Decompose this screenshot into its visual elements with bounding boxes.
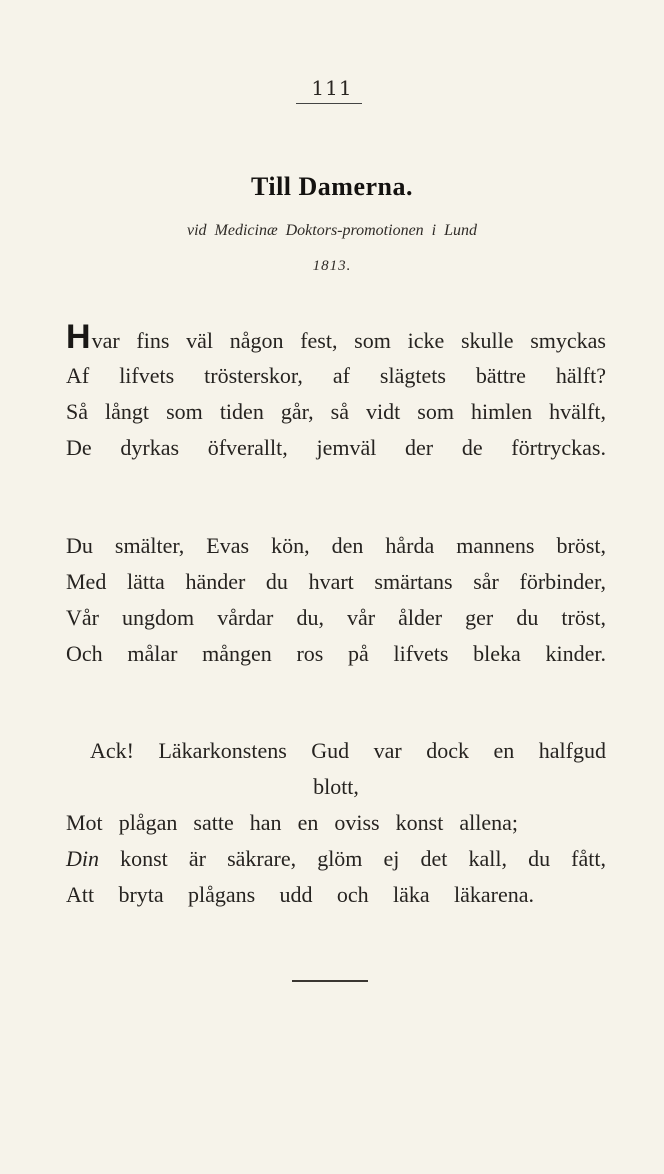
- verse-line: Mot plågan satte han en oviss konst allena;: [66, 810, 518, 835]
- verse-line: Af lifvets trösterskor, af slägtets bättre hälft?: [66, 363, 606, 388]
- stanza-2: [66, 528, 606, 672]
- poem-year: 1813.: [312, 258, 352, 274]
- verse-line: [66, 318, 606, 358]
- end-rule: [292, 980, 368, 982]
- verse-line-continuation: blott,: [313, 774, 359, 799]
- verse-line: De dyrkas öfverallt, jemväl der de förtryckas.: [66, 435, 606, 460]
- poem-title: Till Damerna.: [250, 172, 414, 201]
- verse-text: konst är säkrare, glöm ej det kall, du fått,: [120, 846, 606, 871]
- stanza-1: [66, 318, 606, 466]
- poem-subtitle: vid Medicinæ Doktors-promotionen i Lund: [186, 222, 478, 239]
- verse-line: Vår ungdom vårdar du, vår ålder ger du tröst,: [66, 605, 606, 630]
- verse-text: var fins väl någon fest, som icke skulle smyckas: [91, 328, 606, 353]
- page-number: 111: [311, 76, 353, 100]
- page-number-rule: [296, 103, 362, 104]
- verse-line: Så långt som tiden går, så vidt som himlen hvälft,: [66, 399, 606, 424]
- verse-line: Och målar mången ros på lifvets bleka kinder.: [66, 641, 606, 666]
- emphasized-word: Din: [66, 846, 99, 871]
- verse-line: Ack! Läkarkonstens Gud var dock en halfgud: [90, 738, 606, 763]
- verse-line: Du smälter, Evas kön, den hårda mannens bröst,: [66, 533, 606, 558]
- stanza-3: [66, 733, 606, 913]
- verse-line: [66, 841, 606, 877]
- verse-line: Att bryta plågans udd och läka läkarena.: [66, 882, 534, 907]
- drop-cap: H: [66, 318, 91, 356]
- verse-line: Med lätta händer du hvart smärtans sår förbinder,: [66, 569, 606, 594]
